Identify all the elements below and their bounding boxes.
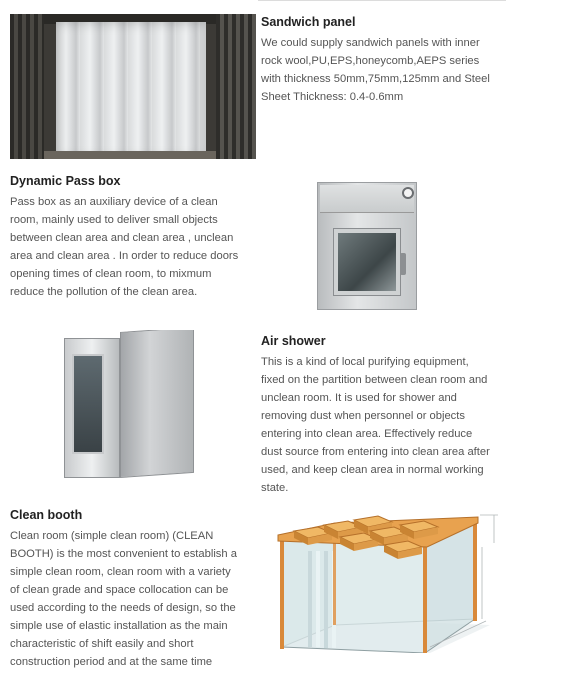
text-line: area and clean area . In order to reduce doors [10, 250, 239, 262]
text-line: reduce the pollution of the clean area. [10, 286, 198, 298]
text-line: used, and keep clean area in normal working [261, 464, 484, 476]
air-shower-text [261, 353, 511, 497]
sandwich-panel-section [261, 14, 511, 106]
text-line: characteristic of shift easily and short [10, 638, 194, 650]
pass-box-image [262, 172, 506, 318]
clean-booth-section [10, 507, 260, 671]
sandwich-panel-text [261, 34, 511, 106]
pass-box-title: Dynamic Pass box [10, 174, 121, 188]
text-line: This is a kind of local purifying equipment, [261, 356, 469, 368]
sandwich-panel-title: Sandwich panel [261, 15, 356, 29]
text-line: fixed on the partition between clean room and [261, 374, 488, 386]
text-line: BOOTH) is the most convenient to establish a [10, 548, 237, 560]
text-line: Clean room (simple clean room) (CLEAN [10, 530, 214, 542]
pass-box-section [10, 173, 260, 301]
top-divider [258, 0, 506, 1]
text-line: of clean grade and space collocation can be [10, 584, 229, 596]
text-line: dust source from entering into clean area after [261, 446, 490, 458]
container-right-wall [216, 14, 256, 159]
text-line: removing dust when personnel or objects [261, 410, 465, 422]
text-line: used according to the needs of design, so the [10, 602, 236, 614]
clean-booth-text [10, 527, 260, 671]
text-line: between clean area and clean area , unclean [10, 232, 234, 244]
container-left-wall [10, 14, 44, 159]
door-handle-icon [400, 253, 406, 275]
pressure-gauge-icon [402, 187, 414, 199]
container-floor [44, 151, 216, 159]
clean-booth-image [260, 507, 505, 653]
pass-box-control-panel [320, 185, 414, 213]
text-line: room, mainly used to deliver small objects [10, 214, 218, 226]
pass-box-text [10, 193, 260, 301]
text-line: We could supply sandwich panels with inner [261, 37, 480, 49]
text-line: construction period and at the same time [10, 656, 213, 668]
clean-booth-drawing [260, 507, 505, 653]
text-line: entering into clean area. Effectively reduce [261, 428, 473, 440]
text-line: opening times of clean room, to mixmum [10, 268, 212, 280]
clean-booth-title: Clean booth [10, 508, 83, 522]
air-shower-door [72, 354, 104, 454]
air-shower-image [60, 330, 198, 483]
air-shower-title: Air shower [261, 334, 326, 348]
pass-box-cabinet [317, 182, 417, 310]
text-line: rock wool,PU,EPS,honeycomb,AEPS series [261, 55, 480, 67]
text-line: simple clean room, clean room with a variety [10, 566, 231, 578]
text-line: unclean room. It is used for shower and [261, 392, 457, 404]
sandwich-panel-image [10, 14, 256, 159]
text-line: Sheet Thickness: 0.4-0.6mm [261, 91, 404, 103]
text-line: simple use of elastic installation as the main [10, 620, 228, 632]
text-line: with thickness 50mm,75mm,125mm and Steel [261, 73, 490, 85]
text-line: state. [261, 482, 289, 494]
air-shower-side [120, 330, 194, 478]
pass-box-window [334, 229, 400, 295]
air-shower-section [261, 333, 511, 497]
text-line: Pass box as an auxiliary device of a clean [10, 196, 218, 208]
stacked-panels [56, 22, 206, 159]
